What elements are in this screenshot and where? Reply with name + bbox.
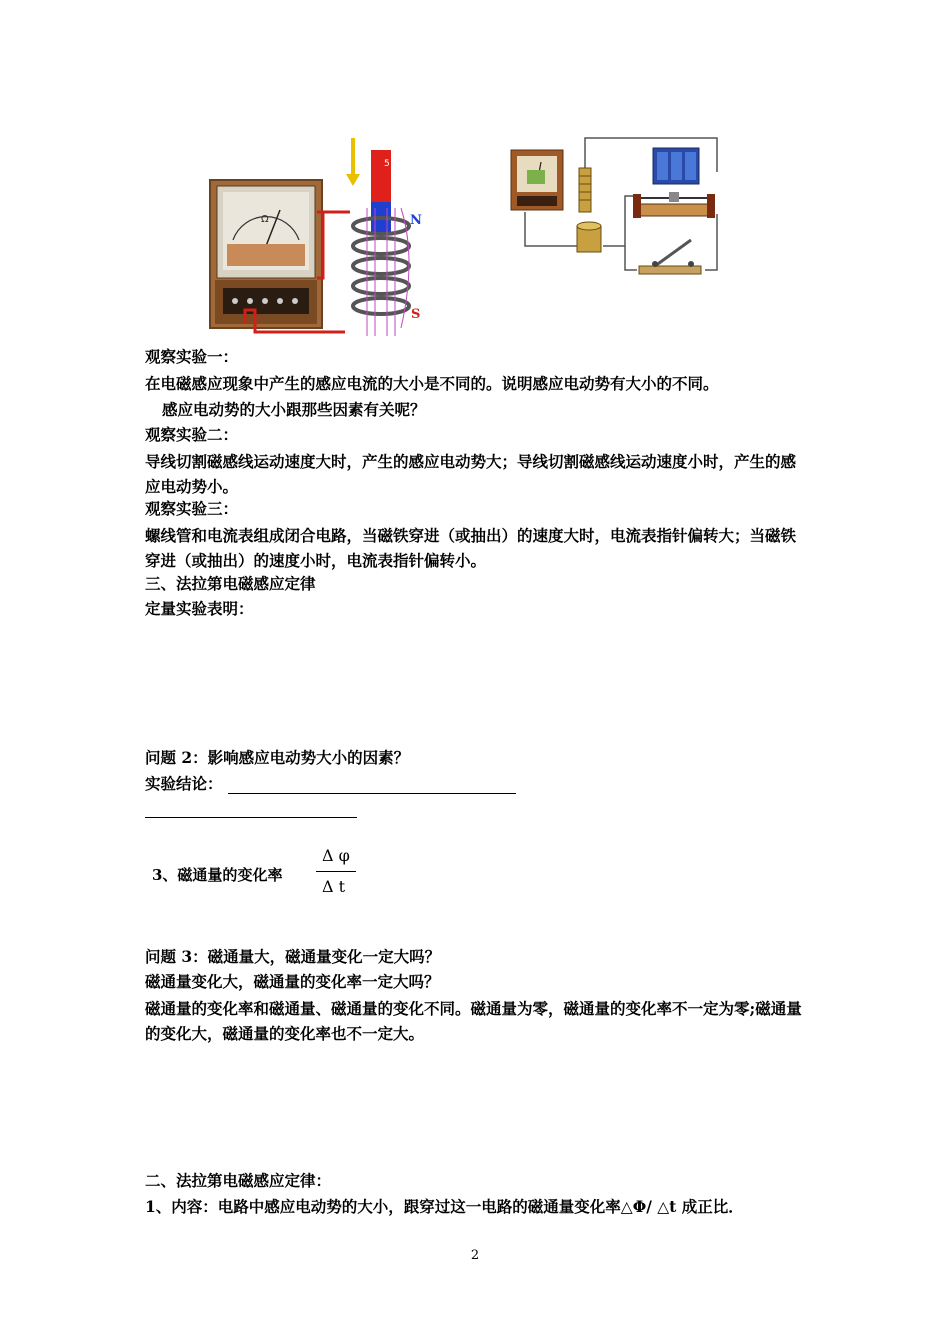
obs2-title: 观察实验二： (145, 425, 239, 444)
question-2: 问题 2：影响感应电动势大小的因素？ (145, 748, 410, 767)
quantitative-title: 定量实验表明： (145, 599, 254, 618)
obs1-body: 在电磁感应现象中产生的感应电流的大小是不同的。说明感应电动势有大小的不同。 (145, 374, 719, 393)
question-3b: 磁通量变化大，磁通量的变化率一定大吗？ (145, 972, 440, 991)
obs3-title: 观察实验三： (145, 499, 239, 518)
factor-question: 感应电动势的大小跟那些因素有关呢？ (162, 400, 426, 419)
question-3-answer: 磁通量的变化率和磁通量、磁通量的变化不同。磁通量为零，磁通量的变化率不一定为零;磁通量的变化大，磁通量的变化率也不一定大。 (145, 999, 802, 1043)
obs3-body: 螺线管和电流表组成闭合电路，当磁铁穿进（或抽出）的速度大时，电流表指针偏转大；当磁铁穿进（或抽出）的速度小时，电流表指针偏转小。 (145, 526, 797, 570)
circuit-figure (505, 128, 727, 278)
conclusion-blank-line (228, 793, 516, 794)
law2-content: 1、内容：电路中感应电动势的大小，跟穿过这一电路的磁通量变化率△Φ/ △t 成正比． (145, 1197, 744, 1216)
south-pole-label: S (411, 307, 421, 322)
north-pole-label: N (410, 213, 422, 228)
flux-rate-label: 3、磁通量的变化率 (152, 866, 283, 884)
law2-title: 二、法拉第电磁感应定律： (145, 1171, 332, 1190)
obs2-body: 导线切割磁感线运动速度大时，产生的感应电动势大；导线切割磁感线运动速度小时，产生的感应电动势小。 (145, 452, 797, 496)
law3-title: 三、法拉第电磁感应定律 (145, 574, 316, 593)
obs1-title: 观察实验一： (145, 347, 239, 366)
question-3: 问题 3：磁通量大，磁通量变化一定大吗？ (145, 947, 441, 966)
flux-rate-numerator: Δ φ (322, 846, 350, 865)
fraction-bar (316, 871, 356, 872)
conclusion-label: 实验结论： (145, 774, 223, 793)
galvanometer-coil-figure (205, 128, 435, 340)
svg-text:Ω: Ω (261, 214, 269, 225)
magnet-pole-label: 5 (384, 159, 390, 169)
conclusion-blank-line-2 (145, 817, 357, 818)
page-number: 2 (470, 1248, 480, 1263)
flux-rate-denominator: Δ t (322, 877, 346, 896)
